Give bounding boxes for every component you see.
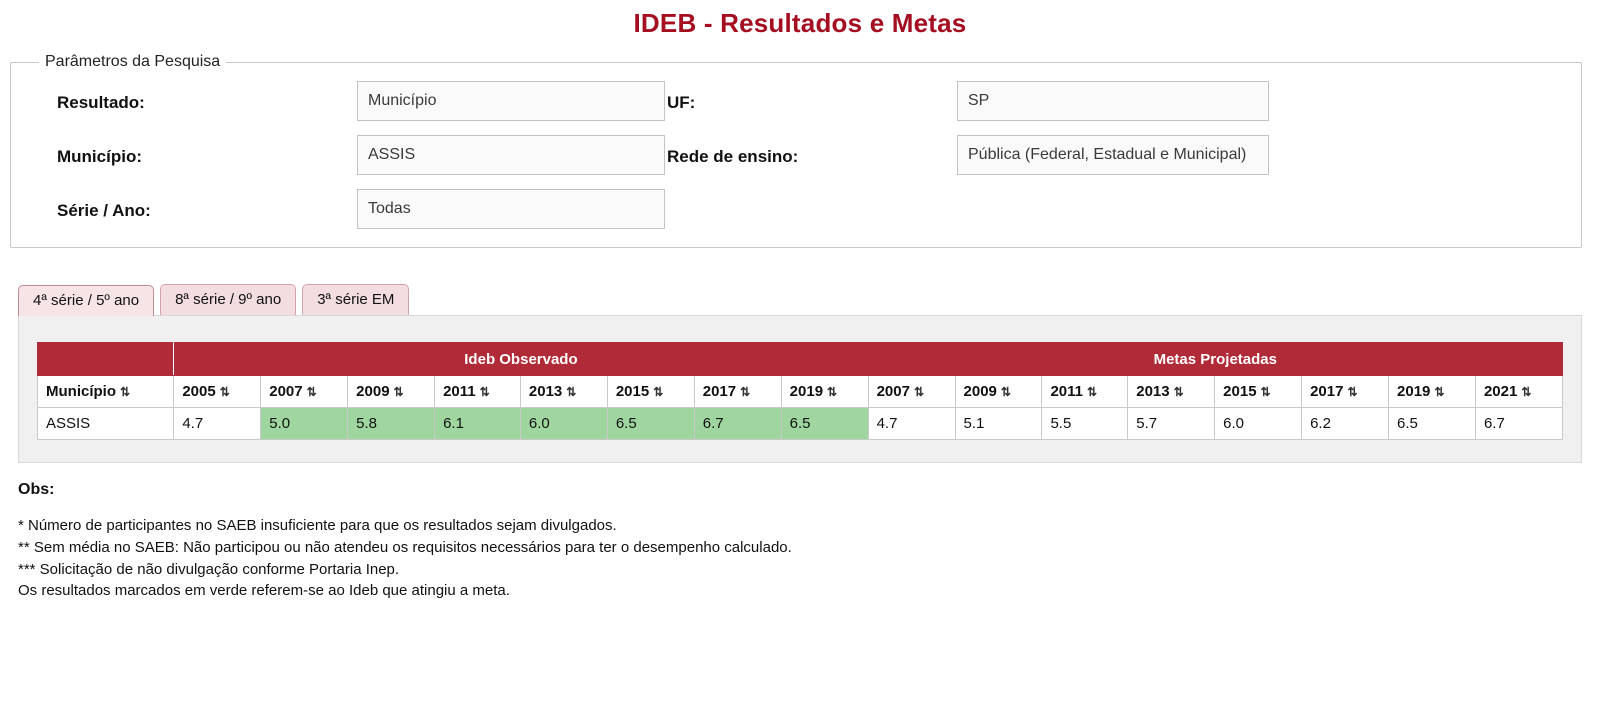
column-header-meta-2017[interactable]	[1302, 376, 1389, 408]
sort-icon[interactable]: ⇅	[566, 385, 577, 399]
column-label-meta-2017: 2017	[1310, 383, 1344, 400]
column-header-meta-2007[interactable]	[868, 376, 955, 408]
column-header-obs-2007[interactable]	[261, 376, 348, 408]
column-label-obs-2019: 2019	[789, 383, 824, 400]
label-resultado: Resultado:	[57, 93, 145, 112]
column-header-municipio[interactable]	[38, 376, 174, 408]
column-header-obs-2009[interactable]	[348, 376, 435, 408]
sort-icon[interactable]: ⇅	[1000, 385, 1011, 399]
column-label-meta-2019: 2019	[1397, 383, 1431, 400]
cell-obs-2015: 6.5	[607, 408, 694, 440]
group-header-ideb-observado: Ideb Observado	[174, 343, 868, 376]
column-label-meta-2009: 2009	[963, 383, 997, 400]
result-tabs	[18, 284, 1600, 315]
column-label-obs-2009: 2009	[356, 383, 390, 400]
obs-note-1: * Número de participantes no SAEB insuficiente para que os resultados sejam divulgados.	[18, 517, 617, 534]
cell-meta-2013: 5.7	[1128, 408, 1215, 440]
obs-note-3: *** Solicitação de não divulgação conforme Portaria Inep.	[18, 560, 400, 578]
sort-icon[interactable]: ⇅	[827, 385, 838, 399]
column-header-obs-2015[interactable]	[607, 376, 694, 408]
field-serie-ano[interactable]: Todas	[357, 189, 665, 229]
obs-note-2: ** Sem média no SAEB: Não participou ou não atendeu os requisitos necessários para ter o desempenho calculado.	[18, 538, 792, 556]
sort-icon[interactable]: ⇅	[1086, 385, 1098, 399]
column-label-obs-2013: 2013	[528, 383, 563, 400]
column-label-meta-2013: 2013	[1136, 383, 1170, 400]
column-header-meta-2015[interactable]	[1215, 376, 1302, 408]
column-label-municipio: Município	[46, 383, 116, 400]
column-label-meta-2007: 2007	[876, 383, 910, 400]
field-uf[interactable]: SP	[957, 81, 1269, 121]
group-header-metas-projetadas: Metas Projetadas	[868, 343, 1562, 376]
column-header-meta-2019[interactable]	[1389, 376, 1476, 408]
sort-icon[interactable]: ⇅	[479, 385, 490, 399]
ideb-results-table	[37, 342, 1563, 440]
cell-meta-2019: 6.5	[1389, 408, 1476, 440]
cell-meta-2015: 6.0	[1215, 408, 1302, 440]
cell-obs-2007: 5.0	[261, 408, 348, 440]
column-label-meta-2015: 2015	[1223, 383, 1257, 400]
field-municipio[interactable]: ASSIS	[357, 135, 665, 175]
label-rede-de-ensino: Rede de ensino:	[667, 147, 799, 166]
results-panel	[18, 315, 1582, 463]
column-header-meta-2021[interactable]	[1475, 376, 1562, 408]
cell-obs-2011: 6.1	[435, 408, 521, 440]
tab-4a-serie-5o-ano[interactable]: 4ª série / 5º ano	[18, 285, 154, 316]
obs-note-4: Os resultados marcados em verde referem-se ao Ideb que atingiu a meta.	[18, 582, 510, 600]
column-label-obs-2015: 2015	[615, 383, 650, 400]
tab-8a-serie-9o-ano[interactable]: 8ª série / 9º ano	[160, 284, 296, 315]
column-header-obs-2017[interactable]	[694, 376, 781, 408]
cell-meta-2021: 6.7	[1475, 408, 1562, 440]
column-header-meta-2011[interactable]	[1042, 376, 1128, 408]
column-label-obs-2017: 2017	[702, 383, 737, 400]
sort-icon[interactable]: ⇅	[1521, 385, 1532, 399]
label-municipio: Município:	[57, 147, 142, 166]
table-group-header-row	[38, 343, 1563, 376]
column-header-obs-2019[interactable]	[781, 376, 868, 408]
cell-meta-2009: 5.1	[955, 408, 1042, 440]
column-label-meta-2011: 2011	[1050, 383, 1083, 400]
sort-icon[interactable]: ⇅	[653, 385, 664, 399]
column-header-obs-2011[interactable]	[435, 376, 521, 408]
column-label-obs-2011: 2011	[443, 383, 476, 400]
label-serie-ano: Série / Ano:	[57, 201, 151, 220]
sort-icon[interactable]: ⇅	[1347, 385, 1358, 399]
cell-obs-2009: 5.8	[348, 408, 435, 440]
sort-icon[interactable]: ⇅	[219, 385, 230, 399]
group-header-blank	[38, 343, 174, 376]
cell-municipio: ASSIS	[38, 408, 174, 440]
cell-obs-2005: 4.7	[174, 408, 261, 440]
sort-icon[interactable]: ⇅	[393, 385, 404, 399]
sort-icon[interactable]: ⇅	[120, 385, 131, 399]
label-uf: UF:	[667, 93, 696, 112]
column-label-obs-2007: 2007	[269, 383, 303, 400]
tab-3a-serie-em[interactable]: 3ª série EM	[302, 284, 409, 315]
parameters-grid	[21, 77, 1571, 229]
table-column-header-row	[38, 376, 1563, 408]
column-header-obs-2013[interactable]	[520, 376, 607, 408]
column-header-meta-2009[interactable]	[955, 376, 1042, 408]
sort-icon[interactable]: ⇅	[1260, 385, 1271, 399]
sort-icon[interactable]: ⇅	[913, 385, 925, 399]
cell-obs-2013: 6.0	[520, 408, 607, 440]
sort-icon[interactable]: ⇅	[1434, 385, 1445, 399]
sort-icon[interactable]: ⇅	[740, 385, 751, 399]
cell-meta-2017: 6.2	[1302, 408, 1389, 440]
field-rede-de-ensino[interactable]: Pública (Federal, Estadual e Municipal)	[957, 135, 1269, 175]
page-title: IDEB - Resultados e Metas	[633, 8, 967, 38]
cell-obs-2017: 6.7	[694, 408, 781, 440]
sort-icon[interactable]: ⇅	[306, 385, 317, 399]
column-header-meta-2013[interactable]	[1128, 376, 1215, 408]
search-parameters-panel	[10, 53, 1582, 248]
cell-obs-2019: 6.5	[781, 408, 868, 440]
sort-icon[interactable]: ⇅	[1173, 385, 1184, 399]
column-label-obs-2005: 2005	[182, 383, 216, 400]
obs-title: Obs:	[18, 481, 55, 498]
column-header-obs-2005[interactable]	[174, 376, 261, 408]
cell-meta-2007: 4.7	[868, 408, 955, 440]
table-row	[38, 408, 1563, 440]
cell-meta-2011: 5.5	[1042, 408, 1128, 440]
column-label-meta-2021: 2021	[1483, 383, 1518, 400]
obs-notes	[18, 515, 1600, 602]
search-parameters-legend: Parâmetros da Pesquisa	[45, 53, 221, 70]
field-resultado[interactable]: Município	[357, 81, 665, 121]
